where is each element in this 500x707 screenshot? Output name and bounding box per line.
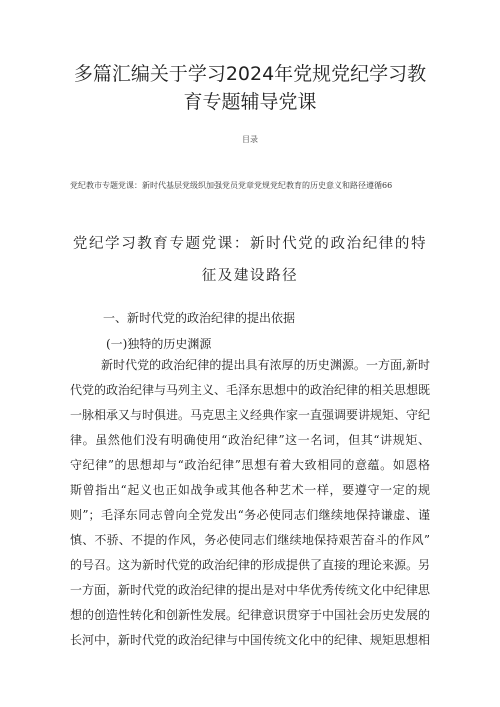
paragraph-line: 长河中，新时代党的政治纪律与中国传统文化中的纪律、规矩思想相 (70, 633, 431, 647)
paragraph-line: 的号召。这为新时代党的政治纪律的形成提供了直接的理论来源。另 (70, 558, 431, 572)
toc-label: 目录 (242, 135, 258, 144)
paragraph-line: 守纪律”的思想却与“政治纪律”思想有着大致相同的意蕴。如恩格 (70, 458, 430, 472)
paragraph-line: 斯曾指出“起义也正如战争或其他各种艺术一样，要遵守一定的规 (70, 483, 430, 497)
paragraph-line: 慎、不骄、不提的作风，务必使同志们继续地保持艰苦奋斗的作风” (70, 533, 430, 547)
paragraph-line: 新时代党的政治纪律的提出具有浓厚的历史渊源。一方面,新时 (101, 358, 430, 372)
toc-entry[interactable]: 党纪教市专题党课：新时代基层党级织加强党员党章党规党纪教育的历史意义和路径遵循66 (70, 181, 393, 190)
paragraph-line: 则”；毛泽东同志曾向全党发出“务必使同志们继续地保持谦虚、谨 (70, 508, 430, 522)
document-title-line-1: 多篇汇编关于学习2024年党规党纪学习教 (73, 63, 427, 85)
paragraph-line: 律。虽然他们没有明确使用“政治纪律”这一名词，但其“讲规矩、 (70, 433, 430, 447)
section-title-line-1: 党纪学习教育专题党课：新时代党的政治纪律的特 (72, 236, 428, 252)
heading-level-1: 一、新时代党的政治纪律的提出依据 (103, 311, 296, 325)
paragraph-line: 一方面，新时代党的政治纪律的提出是对中华优秀传统文化中纪律思 (70, 583, 431, 597)
document-title-line-2: 育专题辅导党课 (183, 91, 317, 113)
section-title (60, 228, 440, 292)
document-title (40, 60, 460, 116)
paragraph-line: 代党的政治纪律与马列主义、毛泽东思想中的政治纪律的相关思想既 (70, 383, 431, 397)
heading-level-2: (一)独特的历史渊源 (106, 337, 212, 351)
section-title-line-2: 征及建设路径 (201, 268, 299, 284)
paragraph-line: 一脉相承又与时俱进。马克思主义经典作家一直强调要讲规矩、守纪 (70, 408, 431, 422)
paragraph-line: 想的创造性转化和创新性发展。纪律意识贯穿于中国社会历史发展的 (70, 608, 431, 622)
